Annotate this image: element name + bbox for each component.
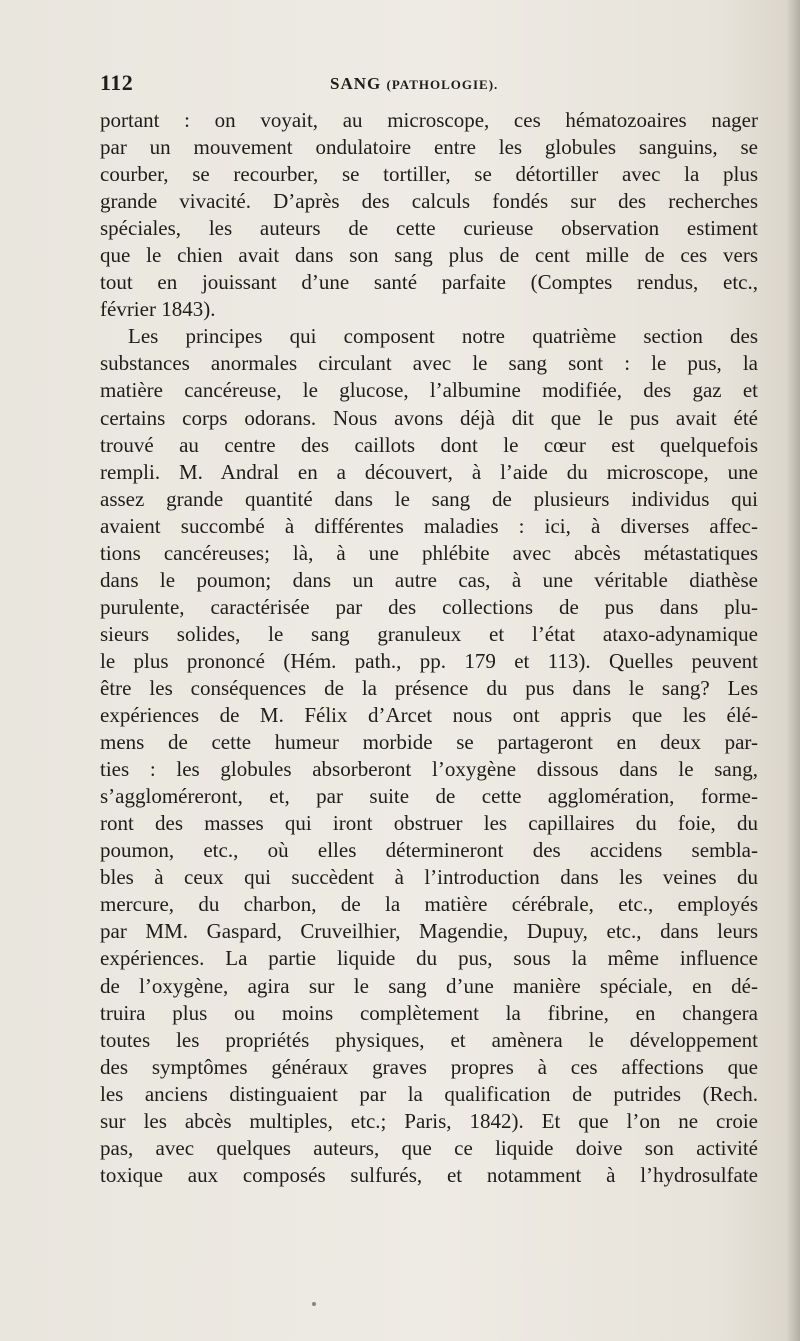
text-line: ront des masses qui iront obstruer les capillaires du foie, du: [100, 811, 758, 836]
text-line: avaient succombé à différentes maladies : ici, à diverses affec-: [100, 513, 758, 538]
text-line: bles à ceux qui succèdent à l’introduction dans les veines du: [100, 865, 758, 890]
text-line: poumon, etc., où elles détermineront des accidens sembla-: [100, 838, 758, 863]
text-line: substances anormales circulant avec le sang sont : le pus, la: [100, 351, 758, 376]
text-line: que le chien avait dans son sang plus de cent mille de ces vers: [100, 243, 758, 268]
body-text: [100, 107, 758, 1189]
text-line: ties : les globules absorberont l’oxygène dissous dans le sang,: [100, 757, 758, 782]
text-line: par un mouvement ondulatoire entre les globules sanguins, se: [100, 135, 758, 160]
running-head-title: SANG: [330, 74, 382, 93]
text-line: expériences de M. Félix d’Arcet nous ont appris que les élé-: [100, 703, 758, 728]
text-line: février 1843).: [100, 297, 216, 322]
text-line: sieurs solides, le sang granuleux et l’état ataxo-adynamique: [100, 621, 758, 646]
text-line: courber, se recourber, se tortiller, se détortiller avec la plus: [100, 162, 758, 187]
paper-speck: [312, 1302, 316, 1306]
text-line: mens de cette humeur morbide se partageront en deux par-: [100, 730, 758, 755]
page-edge-shadow: [786, 0, 800, 1341]
text-line: mercure, du charbon, de la matière cérébrale, etc., employés: [100, 892, 758, 917]
text-line: Les principes qui composent notre quatrième section des: [128, 324, 758, 349]
text-line: le plus prononcé (Hém. path., pp. 179 et 113). Quelles peuvent: [100, 648, 758, 673]
page-header: [100, 70, 760, 102]
text-line: grande vivacité. D’après des calculs fondés sur des recherches: [100, 189, 758, 214]
text-line: sur les abcès multiples, etc.; Paris, 1842). Et que l’on ne croie: [100, 1108, 758, 1133]
text-line: truira plus ou moins complètement la fibrine, en changera: [100, 1000, 758, 1025]
text-line: rempli. M. Andral en a découvert, à l’aide du microscope, une: [100, 459, 758, 484]
text-line: des symptômes généraux graves propres à ces affections que: [100, 1054, 758, 1079]
page-number: 112: [100, 70, 134, 95]
running-head-subtitle: (PATHOLOGIE).: [386, 77, 499, 92]
text-line: tout en jouissant d’une santé parfaite (Comptes rendus, etc.,: [100, 270, 758, 295]
text-line: expériences. La partie liquide du pus, sous la même influence: [100, 946, 758, 971]
text-line: certains corps odorans. Nous avons déjà dit que le pus avait été: [100, 405, 758, 430]
text-line: trouvé au centre des caillots dont le cœur est quelquefois: [100, 432, 758, 457]
text-line: assez grande quantité dans le sang de plusieurs individus qui: [100, 486, 758, 511]
text-line: purulente, caractérisée par des collections de pus dans plu-: [100, 594, 758, 619]
text-line: portant : on voyait, au microscope, ces hématozoaires nager: [100, 108, 758, 132]
text-line: de l’oxygène, agira sur le sang d’une manière spéciale, en dé-: [100, 973, 758, 998]
text-line: être les conséquences de la présence du pus dans le sang? Les: [100, 675, 758, 700]
text-line: tions cancéreuses; là, à une phlébite avec abcès métastatiques: [100, 540, 758, 565]
text-line: pas, avec quelques auteurs, que ce liquide doive son activité: [100, 1135, 758, 1160]
text-line: s’aggloméreront, et, par suite de cette agglomération, forme-: [100, 784, 758, 809]
text-line: toutes les propriétés physiques, et amènera le développement: [100, 1027, 758, 1052]
text-line: toxique aux composés sulfurés, et notamment à l’hydrosulfate: [100, 1162, 758, 1187]
running-head: [330, 74, 498, 94]
text-line: par MM. Gaspard, Cruveilhier, Magendie, Dupuy, etc., dans leurs: [100, 919, 758, 944]
text-line: les anciens distinguaient par la qualification de putrides (Rech.: [100, 1081, 758, 1106]
text-line: spéciales, les auteurs de cette curieuse observation estiment: [100, 216, 758, 241]
text-line: dans le poumon; dans un autre cas, à une véritable diathèse: [100, 567, 758, 592]
text-line: matière cancéreuse, le glucose, l’albumine modifiée, des gaz et: [100, 378, 758, 403]
